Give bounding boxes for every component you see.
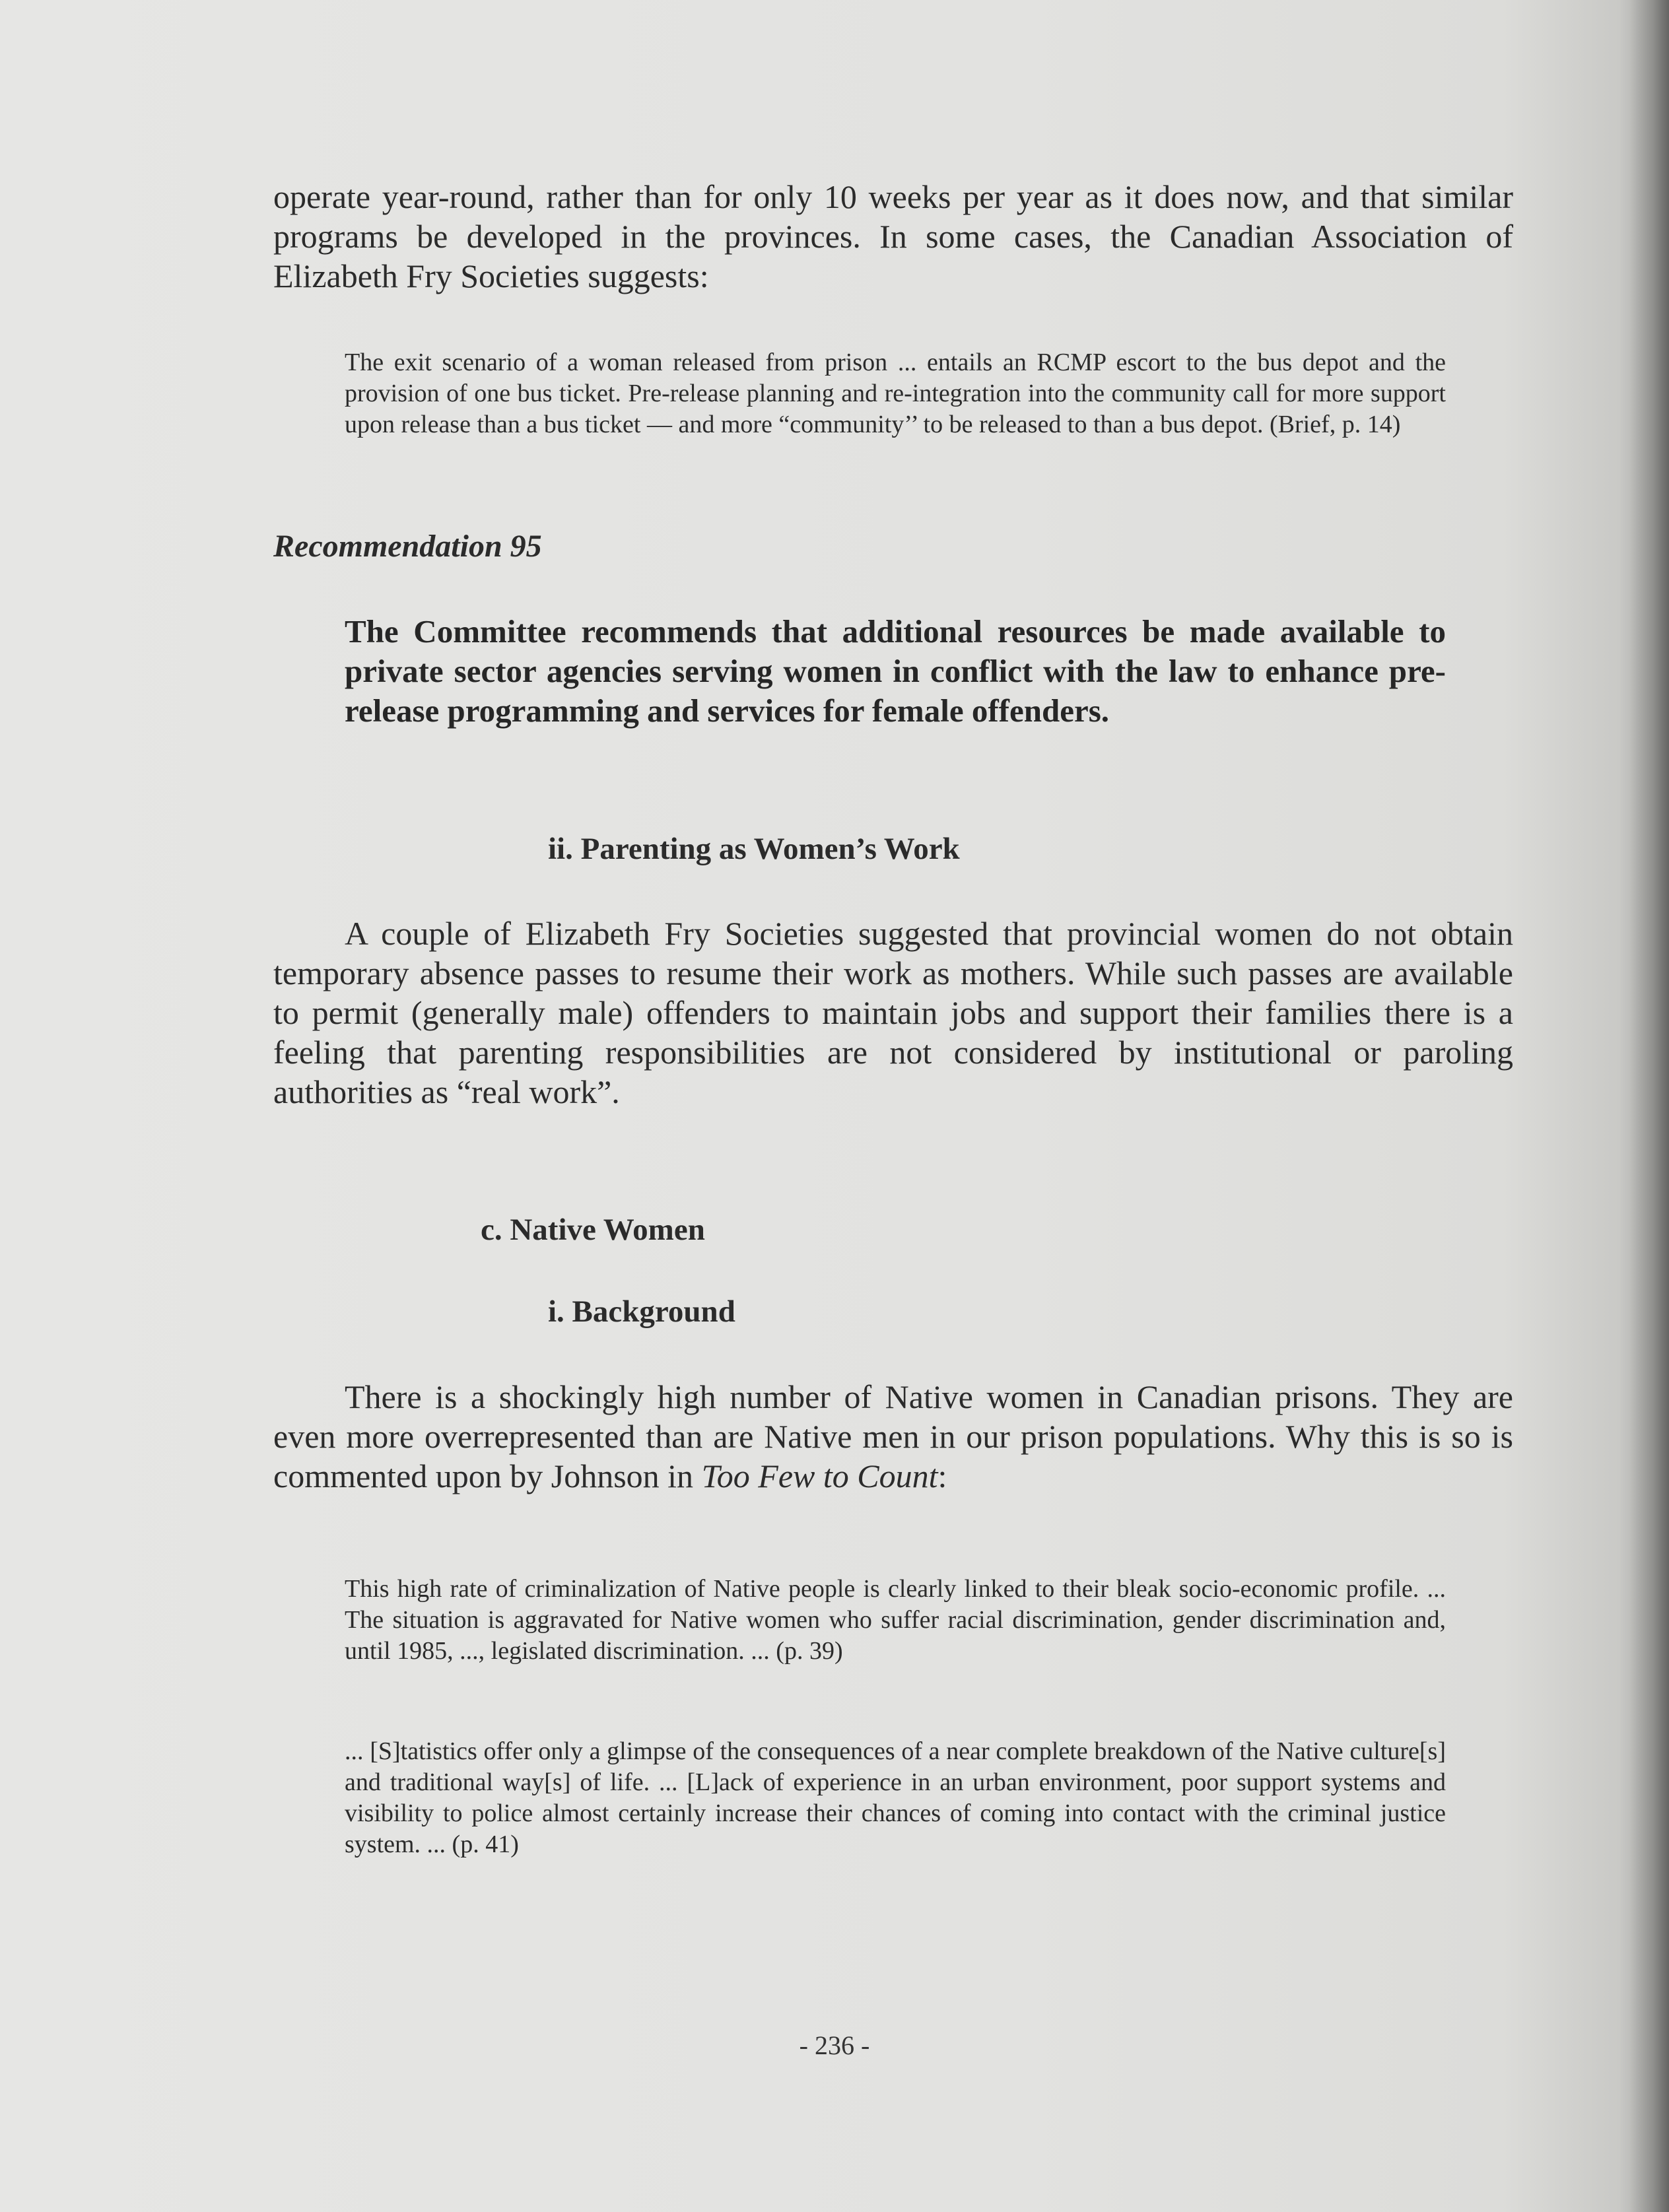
block-quote-criminalization: This high rate of criminalization of Native people is clearly linked to their bleak socio-economic profile. ... The situation is aggravated for Native women who suffer racial discrimination, gender discrimination and, until 1985, ..., legislated discrimination. ... (p. 39) — [345, 1575, 1446, 1665]
section-heading-parenting: ii. Parenting as Women’s Work — [548, 832, 960, 866]
section-heading-background: i. Background — [548, 1294, 735, 1329]
recommendation-text: The Committee recommends that additional resources be made available to private sector agencies serving women in conflict with the law to enhance pre-release programming and services for female offenders. — [345, 613, 1446, 729]
paragraph-continuation: operate year-round, rather than for only 10 weeks per year as it does now, and that similar programs be developed in the provinces. In some cases, the Canadian Association of Elizabeth Fry Societies suggests: — [273, 178, 1513, 294]
page-edge-shadow — [1629, 0, 1669, 2212]
paragraph-native-women — [273, 1377, 1513, 1496]
paragraph-parenting: A couple of Elizabeth Fry Societies suggested that provincial women do not obtain temporary absence passes to resume their work as mothers. While such passes are available to permit (generally male) offenders to maintain jobs and support their families there is a feeling that parenting responsibilities are not considered by institutional or paroling authorities as “real work”. — [273, 915, 1513, 1110]
book-title: Too Few to Count — [701, 1458, 938, 1494]
block-quote-exit-scenario: The exit scenario of a woman released from prison ... entails an RCMP escort to the bus depot and the provision of one bus ticket. Pre-release planning and re-integration into the community call for more support upon release than a bus ticket — and more “community’’ to be released to than a bus depot. (Brief, p. 14) — [345, 349, 1446, 438]
page-number: - 236 - — [799, 2030, 870, 2060]
paragraph-native-women-end: : — [937, 1458, 947, 1494]
section-heading-native-women: c. Native Women — [481, 1213, 705, 1247]
paragraph-native-women-text: There is a shockingly high number of Native women in Canadian prisons. They are even more overrepresented than are Native men in our prison populations. Why this is so is commented upon by Johnson in — [273, 1378, 1513, 1494]
recommendation-heading: Recommendation 95 — [273, 529, 542, 564]
block-quote-statistics: ... [S]tatistics offer only a glimpse of the consequences of a near complete breakdown of the Native culture[s] and traditional way[s] of life. ... [L]ack of experience in an urban environment, poor support systems and visibility to police almost certainly increase their chances of coming into contact with the criminal justice system. ... (p. 41) — [345, 1737, 1446, 1858]
